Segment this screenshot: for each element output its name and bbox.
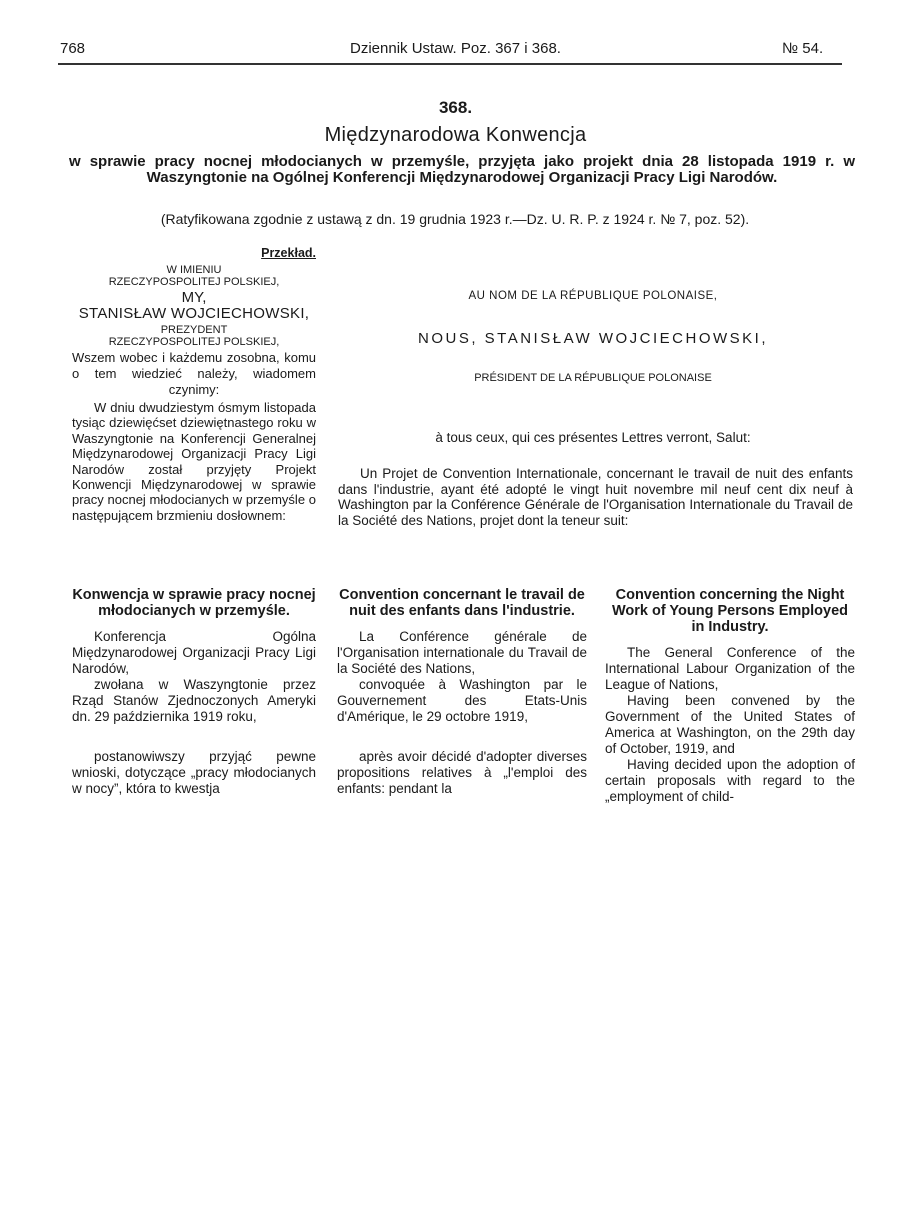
french-president-title: PRÉSIDENT DE LA RÉPUBLIQUE POLONAISE xyxy=(474,372,712,384)
in-name-line2: RZECZYPOSPOLITEJ POLSKIEJ, xyxy=(108,276,280,288)
document-subtitle: w sprawie pracy nocnej młodocianych w przemyśle, przyjęta jako projekt dnia 28 listopada 1919 r. w Waszyngtonie na Ogólnej Konferencji Międzynarodowej Organizacji Pracy Ligi Narodów. xyxy=(69,153,855,186)
page-number: 768 xyxy=(60,40,86,57)
polish-preamble-body: W dniu dwudziestym ósmym listopada tysiąc dziewięćset dziewiętnastego roku w Waszyngtonie na Konferencji Generalnej Międzynarodowej Organizacji Pracy Ligi Narodów został przyjęty Projekt Konwencji Międzynarodowej w sprawie pracy nocnej młodocianych w przemyśle o następującem brzmieniu dosłownem: xyxy=(72,400,316,523)
announcement: Wszem wobec i każdemu zosobna, komu o tem wiedzieć należy, wiadomem czynimy: xyxy=(72,350,316,397)
english-heading: Convention concerning the Night Work of Young Persons Employed in Industry. xyxy=(611,587,849,635)
french-p3: après avoir décidé d'adopter diverses propositions relatives à „l'emploi des enfants: pendant la xyxy=(337,749,587,796)
french-p2: convoquée à Washington par le Gouvernement des Etats-Unis d'Amérique, le 29 octobre 1919, xyxy=(337,677,587,724)
french-greeting: à tous ceux, qui ces présentes Lettres verront, Salut: xyxy=(435,430,751,445)
ratification-note: (Ratyfikowana zgodnie z ustawą z dn. 19 grudnia 1923 r.—Dz. U. R. P. z 1924 r. № 7, poz. 52). xyxy=(160,211,750,227)
document-title: Międzynarodowa Konwencja xyxy=(324,124,587,146)
french-column xyxy=(337,587,587,797)
polish-p1: Konferencja Ogólna Międzynarodowej Organizacji Pracy Ligi Narodów, xyxy=(72,629,316,676)
french-we-name: NOUS, STANISŁAW WOJCIECHOWSKI, xyxy=(417,330,769,347)
english-p1: The General Conference of the International Labour Organization of the League of Nations, xyxy=(605,645,855,692)
journal-title: Dziennik Ustaw. Poz. 367 i 368. xyxy=(350,40,561,57)
translation-label: Przekład. xyxy=(261,246,316,260)
french-p1: La Conférence générale de l'Organisation internationale du Travail de la Société des Nations, xyxy=(337,629,587,676)
polish-preamble xyxy=(72,246,316,523)
in-name-line1: W IMIENIU xyxy=(166,264,222,276)
polish-p3: postanowiwszy przyjąć pewne wnioski, dotyczące „pracy młodocianych w nocy”, która to kwestja xyxy=(72,749,316,796)
title-line1: PREZYDENT xyxy=(160,324,228,336)
president-name: STANISŁAW WOJCIECHOWSKI, xyxy=(78,305,310,322)
french-heading: Convention concernant le travail de nuit des enfants dans l'industrie. xyxy=(339,587,585,619)
header-rule xyxy=(58,63,842,65)
issue-number: № 54. xyxy=(782,40,824,57)
english-p3: Having decided upon the adoption of certain proposals with regard to the „employment of child- xyxy=(605,757,855,804)
we-label: MY, xyxy=(181,289,207,306)
polish-column xyxy=(72,587,316,797)
french-in-name: AU NOM DE LA RÉPUBLIQUE POLONAISE, xyxy=(468,290,718,302)
polish-heading: Konwencja w sprawie pracy nocnej młodocianych w przemyśle. xyxy=(72,587,316,619)
english-p2: Having been convened by the Government of the United States of America at Washington, on the 29th day of October, 1919, and xyxy=(605,693,855,756)
english-column xyxy=(605,587,855,805)
document-number: 368. xyxy=(438,98,473,117)
polish-p2: zwołana w Waszyngtonie przez Rząd Stanów Zjednoczonych Ameryki dn. 29 października 1919 roku, xyxy=(72,677,316,724)
french-preamble-body: Un Projet de Convention Internationale, concernant le travail de nuit des enfants dans l'industrie, ayant été adopté le vingt huit novembre mil neuf cent dix neuf à Washington par la Conférence Générale de l'Organisation Internationale du Travail de la Société des Nations, projet dont la teneur suit: xyxy=(338,466,853,528)
title-line2: RZECZYPOSPOLITEJ POLSKIEJ, xyxy=(108,336,280,348)
